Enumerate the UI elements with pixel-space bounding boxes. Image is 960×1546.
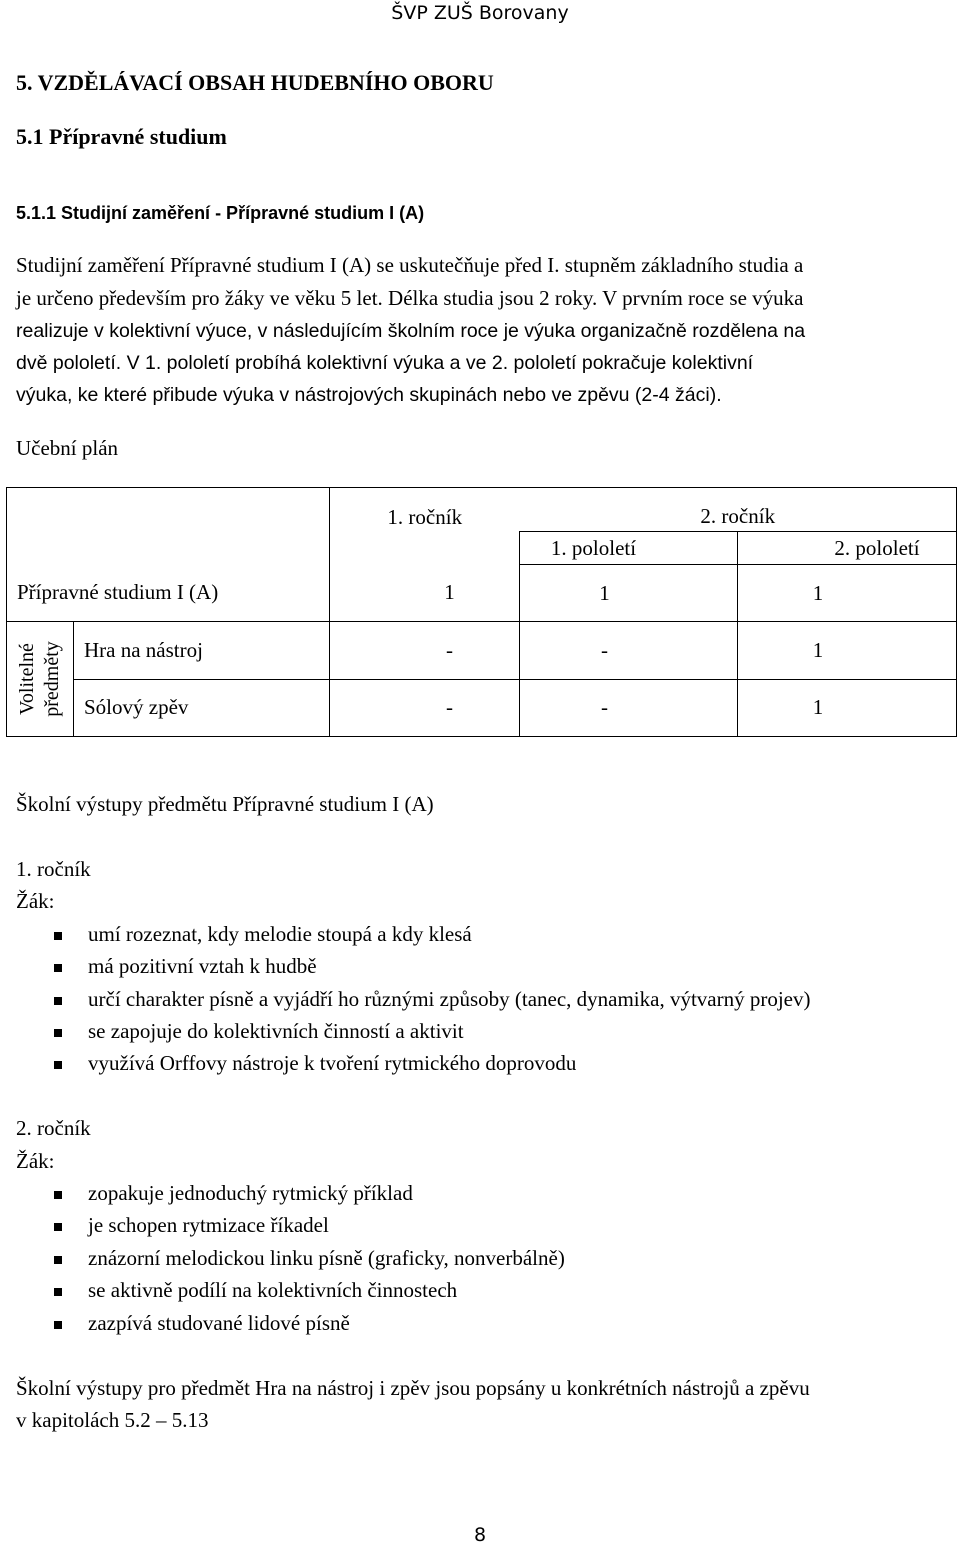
table-row xyxy=(7,679,957,737)
elective-row-value: - xyxy=(330,679,520,737)
table-row xyxy=(7,622,957,680)
year2-label: 2. ročník xyxy=(16,1116,91,1140)
bullet-icon xyxy=(54,1191,62,1199)
list-item: se zapojuje do kolektivních činností a aktivit xyxy=(88,1019,464,1043)
elective-group-label: Volitelné předměty xyxy=(16,641,63,717)
year1-sub-empty xyxy=(330,532,520,565)
year1-header: 1. ročník xyxy=(330,488,520,532)
table-row xyxy=(7,565,957,622)
running-header: ŠVP ZUŠ Borovany xyxy=(391,2,569,24)
elective-row-value: - xyxy=(520,679,738,737)
list-item: zopakuje jednoduchý rytmický příklad xyxy=(88,1181,413,1205)
intro-line: Studijní zaměření Přípravné studium I (A) se uskutečňuje před I. stupněm základního studia a xyxy=(16,253,804,277)
list-item: určí charakter písně a vyjádří ho různými způsoby (tanec, dynamika, výtvarný projev) xyxy=(88,987,811,1011)
bullet-icon xyxy=(54,997,62,1005)
closing-line: v kapitolách 5.2 – 5.13 xyxy=(16,1408,209,1432)
plan-title: Učební plán xyxy=(16,436,119,460)
table-corner-cell xyxy=(7,488,330,565)
bullet-icon xyxy=(54,1321,62,1329)
elective-row-label: Hra na nástroj xyxy=(74,622,330,680)
semester2-header: 2. pololetí xyxy=(738,532,957,565)
main-row-label: Přípravné studium I (A) xyxy=(7,565,330,622)
list-item: umí rozeznat, kdy melodie stoupá a kdy klesá xyxy=(88,922,472,946)
year1-pupil-label: Žák: xyxy=(16,889,55,913)
outcomes-title: Školní výstupy předmětu Přípravné studium I (A) xyxy=(16,792,434,816)
bullet-icon xyxy=(54,964,62,972)
bullet-icon xyxy=(54,1223,62,1231)
main-row-value: 1 xyxy=(330,565,520,622)
list-item: je schopen rytmizace říkadel xyxy=(88,1213,329,1237)
study-plan-table xyxy=(6,487,957,737)
elective-row-value: 1 xyxy=(738,679,957,737)
year2-pupil-label: Žák: xyxy=(16,1149,55,1173)
chapter-heading: 5. VZDĚLÁVACÍ OBSAH HUDEBNÍHO OBORU xyxy=(16,70,494,95)
intro-line: dvě pololetí. V 1. pololetí probíhá kolektivní výuka a ve 2. pololetí pokračuje kolektivní xyxy=(16,352,754,374)
elective-row-label: Sólový zpěv xyxy=(74,679,330,737)
list-item: má pozitivní vztah k hudbě xyxy=(88,954,317,978)
intro-line: výuka, ke které přibude výuka v nástrojových skupinách nebo ve zpěvu (2-4 žáci). xyxy=(16,384,722,406)
page-number: 8 xyxy=(473,1524,487,1546)
bullet-icon xyxy=(54,1029,62,1037)
elective-row-value: 1 xyxy=(738,622,957,680)
subsection-heading: 5.1.1 Studijní zaměření - Přípravné studium I (A) xyxy=(16,203,425,223)
bullet-icon xyxy=(54,932,62,940)
list-item: zazpívá studované lidové písně xyxy=(88,1311,350,1335)
main-row-value: 1 xyxy=(520,565,738,622)
closing-line: Školní výstupy pro předmět Hra na nástroj i zpěv jsou popsány u konkrétních nástrojů a zpěvu xyxy=(16,1376,810,1400)
bullet-icon xyxy=(54,1061,62,1069)
bullet-icon xyxy=(54,1288,62,1296)
intro-line: realizuje v kolektivní výuce, v následujícím školním roce je výuka organizačně rozdělena na xyxy=(16,320,806,342)
section-heading: 5.1 Přípravné studium xyxy=(16,124,227,149)
list-item: využívá Orffovy nástroje k tvoření rytmického doprovodu xyxy=(88,1051,577,1075)
list-item: se aktivně podílí na kolektivních činnostech xyxy=(88,1278,458,1302)
semester1-header: 1. pololetí xyxy=(520,532,738,565)
elective-row-value: - xyxy=(330,622,520,680)
elective-row-value: - xyxy=(520,622,738,680)
bullet-icon xyxy=(54,1256,62,1264)
year1-label: 1. ročník xyxy=(16,857,91,881)
elective-group-cell xyxy=(7,622,74,737)
intro-line: je určeno především pro žáky ve věku 5 let. Délka studia jsou 2 roky. V prvním roce se výuka xyxy=(16,286,804,310)
year2-header: 2. ročník xyxy=(520,488,957,532)
list-item: znázorní melodickou linku písně (graficky, nonverbálně) xyxy=(88,1246,565,1270)
main-row-value: 1 xyxy=(738,565,957,622)
